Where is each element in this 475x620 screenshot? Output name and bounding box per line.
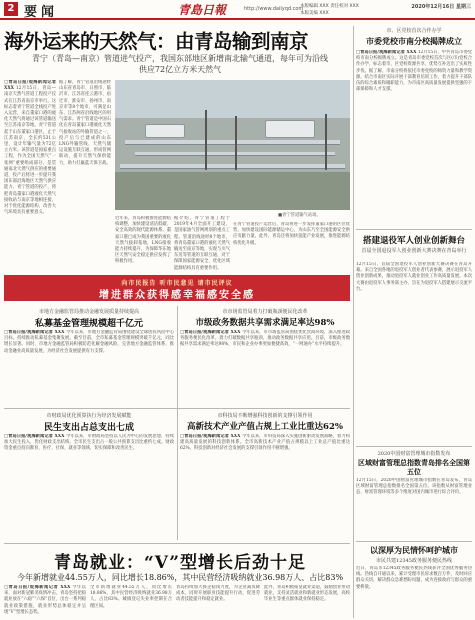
photo-sky	[115, 80, 350, 118]
header-meta-line1: 本版编辑 XXX 责任校对 XXX	[300, 4, 359, 9]
right-c-body	[356, 478, 472, 538]
bottom-column-1	[4, 585, 86, 618]
page-number: 2	[4, 2, 18, 16]
story-a-byline: □青岛日报/观海新闻记者 XXX	[4, 330, 65, 335]
lead-body-2: 据了解，青宁管道沿线途经山东省青岛市、日照市、临沂市，江苏省连云港市、宿迁市、淮安市、扬州市、南京市等8个地市，可满足山东、江苏两省沿线地区的用气需求。青宁管道是中国石化在青岛董家口港液化天然气接收站的外输管道之一，投产后与已建成的山东LNG外输管线、天然气储运设施互联互通，形成管网联动，提升天然气保供能力，助力打赢蓝天保卫战。	[59, 80, 111, 166]
lead-column-5	[233, 222, 350, 270]
divider	[353, 26, 354, 618]
right-a-text: 12月15日，中共青岛市委党校市南分校揭牌成立。这是青岛市委党校首次与区(市)党校合作办学，标志着市、区党校资源共享、优势互补迈出了实质性步伐。据了解，市南分校将依托市委党校的师资力量和教学资源，结合市南区实际开展干部教育培训工作，着力提升干部队伍的综合素质和履职能力，为市南区高质量发展提供坚强的干部保障和人才支撑。	[356, 50, 472, 93]
story-d-text: 今年以来，市科技局深入实施创新驱动发展战略，着力构建高质量发展的科技创新体系。全市高新技术产业产值占规模以上工业总产值比重达62%，科技创新对经济社会发展的支撑引领作用不断增强。	[180, 434, 350, 452]
story-a-kicker: 市地方金融监管局推动金融发展质量持续提高	[38, 309, 139, 315]
banner-top-line: 向市民报告 听市民意见 请市民评议	[121, 280, 233, 287]
lead-body-5: 在青宁管道投产运营后，青岛将进一步发挥董家口港的区位优势，加快建设国际能源储运中心，为山东乃至全国能源安全供应贡献力量。此外，青岛还将加快氢能产业发展，推进能源结构优化升级。	[233, 222, 350, 246]
story-b-body	[180, 330, 350, 404]
lead-headline: 海外运来的天然气：由青岛输到南京	[4, 30, 309, 53]
story-b-text: 今年以来，市市场监管局围绕优化营商环境，深入推进政务服务便民化改革，着力打破数据共享瓶颈，推动政务数据共享应用。目前，市级政务数据共享需求满足率达98%，市民和企业办事更加便捷高效，“一网通办”水平持续提升。	[180, 330, 350, 348]
story-a-headline: 私募基金管理规模超千亿元	[34, 319, 143, 329]
story-b-byline: □青岛日报/观海新闻记者 XXX	[180, 330, 241, 335]
right-d-kicker: 市民共建12345政务服务便民热线	[376, 558, 452, 564]
lead-column-3	[115, 216, 171, 270]
photo-pipe	[120, 164, 345, 169]
lead-body-3: 近年来，青岛积极推进能源结构调整，加快建设清洁低碳、安全高效的现代能源体系。董家口港已成为我国重要的液化天然气接卸基地，LNG接收能力持续提升，为保障华东地区天然气安全稳定供应发挥了积极作用。	[115, 216, 171, 265]
story-c-text: 今年以来，市财政局坚持以人民为中心的发展思想，持续加大民生投入，优化财政支出结构，全市民生支出占一般公共预算支出比重约七成。财政资金重点投向教育、医疗、社保、就业等领域，切实保障和改善民生。	[4, 434, 174, 452]
right-b-body	[356, 262, 472, 442]
photo-tank	[145, 124, 185, 138]
right-a-kicker: 市、区党校首次合作办学	[386, 28, 442, 34]
photo-pole	[235, 116, 237, 170]
lead-body-4: 据介绍，青宁管道工程于2019年4月全面开工建设，是国家油气管网规划的重点工程。管道沿线途经8个地市，将青岛董家口港的液化天然气输送至南京等地，实现与川气东送等管道的互联互通，对于保障国家能源安全、优化区域能源结构具有重要作用。	[174, 216, 230, 270]
right-d-body	[356, 566, 472, 618]
divider	[4, 543, 350, 544]
divider	[356, 541, 472, 542]
banner-main-line: 增进群众获得感幸福感安全感	[99, 290, 255, 301]
lead-column-1	[4, 80, 56, 270]
campaign-banner	[4, 275, 350, 301]
section-name: 要闻	[24, 5, 59, 20]
right-b-kicker: 首届全国退役军人创业创新大赛决赛在青岛举行	[361, 248, 467, 254]
right-b-headline: 搭建退役军人创业创新舞台	[362, 236, 465, 246]
right-d-headline: 以深厚为民情怀呵护城市	[370, 545, 458, 555]
story-d-byline: □青岛日报/观海新闻记者 XXX	[180, 434, 241, 439]
header-meta-line2: 本版美编 XXX	[300, 11, 329, 16]
story-d-body	[180, 434, 350, 540]
lead-byline: □青岛日报/观海新闻记者 XXX	[4, 80, 56, 92]
right-a-headline: 市委党校市南分校揭牌成立	[366, 36, 462, 46]
bottom-body-1: 今年以来，面对新冠肺炎疫情冲击，青岛坚持把稳就业放在“六稳”“六保”首位，出台一系列稳就业政策措施，就业形势总体稳定并呈现“V”型增长态势。	[4, 585, 86, 615]
bottom-body-2: 全市新增就业44.55万人，同比增长18.86%，其中民营经济吸纳就业36.98万人，占比83%。城镇登记失业率控制在合理区间。	[90, 585, 172, 609]
right-c-headline: 区域财富管理总指数青岛排名全国第五位	[358, 458, 470, 476]
photo-pole	[325, 114, 327, 170]
lead-body-1: 12月15日，青岛—南京天然气管道工程投产仪式在江苏省南京市举行。这标志着青宁管道全线投产进入运营，来自董家口港的液化天然气将通过该管道输送至江苏南京等地。青宁管道起于山东董家口港区，止于江苏南京，全长约531公里，设计年输气量为72亿立方米。该管道是国家重点工程，作为全国天然气“一张网”重要组成部分，是贯通南北天然气供应的重要通道，投产后将进一步提升我国东部沿海地区天然气供应能力。青宁管道的投产，将把青岛董家口港液化天然气接收站与南京等地相连接，对于优化能源结构、改善大气环境具有重要意义。	[4, 86, 56, 216]
lead-column-4	[174, 216, 230, 270]
photo-ground	[115, 172, 350, 210]
photo-tank	[265, 120, 315, 138]
bottom-body-3: 青岛持续加大援企稳岗力度，为企业减负降成本，同时开展职业技能提升行动，促进劳动者技能提升和稳定就业。	[176, 585, 260, 603]
story-b-headline: 市级政务数据共享需求满足率达98%	[195, 318, 335, 328]
lead-photo	[115, 80, 350, 210]
story-b-kicker: 市市场监管局着力打破瓶颈便民化改革	[222, 309, 308, 315]
story-a-body	[4, 330, 174, 404]
story-c-headline: 民生支出占总支出七成	[43, 423, 134, 433]
story-c-kicker: 市财政局优化预算执行为经济发展赋能	[46, 413, 132, 419]
story-a-text: 今年以来，市地方金融监管局围绕建设全球创投风投中心目标，持续推动私募基金集聚发展。截至目前，全市私募基金管理规模突破千亿元，同比增长显著。同时，市地方金融监管局积极防范化解金融风险，完善地方金融监管体系，推动金融业高质量发展，为经济社会发展提供有力支撑。	[4, 330, 174, 354]
bottom-column-3	[176, 585, 260, 618]
story-c-body	[4, 434, 174, 540]
bottom-byline: □青岛日报/观海新闻记者 XXX	[4, 585, 71, 590]
story-d-headline: 高新技术产业产值占规上工业比重达62%	[187, 422, 343, 432]
bottom-subheadline: 今年新增就业44.55万人，同比增长18.86%，其中民营经济吸纳就业36.98万人、占比83%	[16, 573, 344, 582]
right-a-body	[356, 50, 472, 226]
photo-pole	[205, 110, 207, 170]
right-b-text: 12月15日，首届全国退役军人创业创新大赛决赛在青岛开幕。来自全国各地的退役军人创业者代表参赛，展示退役军人创业创新成果，推动退役军人就业创业工作高质量发展。本次大赛由退役军人事务部主办，旨在为退役军人搭建展示交流平台。	[356, 262, 472, 292]
story-c-byline: □青岛日报/观海新闻记者 XXX	[4, 434, 65, 439]
lead-column-2	[59, 80, 111, 270]
lead-subheadline: 青宁（青岛—南京）管道进气投产，我国东部地区新增南北输气通道，每年可为沿线供应72亿立方米天然气	[32, 54, 328, 74]
site-url[interactable]: http://www.dailyqd.com	[244, 6, 304, 12]
photo-caption: ■青宁管道输气站场。	[278, 213, 321, 218]
bottom-headline: 青岛就业：“V”型增长后劲十足	[53, 553, 307, 573]
right-d-text: 近日，青岛市12345政务服务便民热线获评全国优秀服务热线。热线自开通以来，累计受理市民诉求数百万件，及时回应群众关切，解决群众急难愁盼问题，成为连接政府与群众的重要桥梁。	[356, 566, 472, 590]
masthead	[0, 0, 475, 20]
issue-date: 2020年12月16日 星期三	[411, 4, 471, 10]
bottom-body-4: 此外，青岛积极拓宽就业渠道，鼓励创业带动就业，支持灵活就业和新就业形态发展，高校毕业生等重点群体就业保持稳定。	[264, 585, 350, 603]
divider	[177, 306, 178, 540]
story-d-kicker: 市科技局不断增强科技创新的支撑引领作用	[217, 413, 313, 419]
right-c-kicker: 2020中国财富管理城市指数发布	[377, 451, 451, 457]
divider	[356, 229, 472, 230]
newspaper-logo: 青島日報	[178, 3, 227, 17]
right-a-byline: □青岛日报/观海新闻记者 XXX	[356, 50, 417, 55]
divider	[356, 446, 472, 447]
bottom-column-4	[264, 585, 350, 618]
right-c-text: 12月15日，2020中国财富管理城市指数在青岛发布，青岛区域财富管理总指数排名全国第五位。该指数从财富管理业态、财富管理环境等多个维度对国内城市进行综合评价。	[356, 478, 472, 496]
photo-pipe	[125, 140, 340, 145]
bottom-column-2	[90, 585, 172, 618]
